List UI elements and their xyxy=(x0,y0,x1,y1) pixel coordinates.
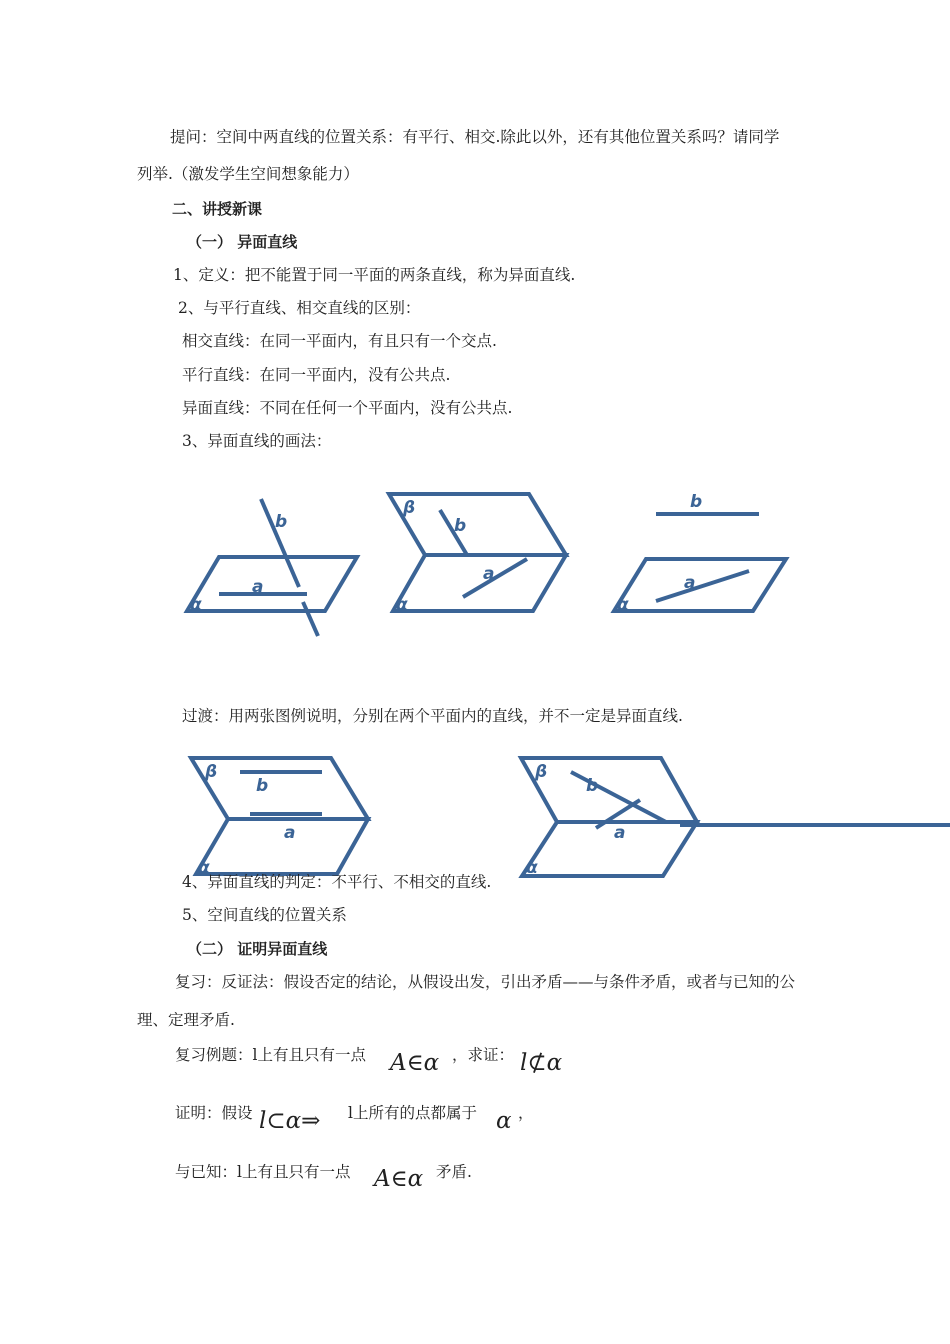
skew-lines-text: 异面直线：不同在任何一个平面内，没有公共点. xyxy=(182,399,513,417)
label-alpha: α xyxy=(526,858,538,878)
known-prefix: 与已知：l上有且只有一点 xyxy=(175,1163,351,1181)
subsection-heading-prove-skew: （二） 证明异面直线 xyxy=(187,940,328,958)
label-beta: β xyxy=(205,762,218,782)
label-a: a xyxy=(252,577,264,597)
definition-text: 1、定义：把不能置于同一平面的两条直线，称为异面直线. xyxy=(173,266,576,284)
example-mid: ，求证： xyxy=(452,1046,515,1064)
label-alpha: α xyxy=(617,595,629,615)
label-beta: β xyxy=(403,498,416,518)
transition-text: 过渡：用两张图例说明，分别在两个平面内的直线，并不一定是异面直线. xyxy=(182,707,683,725)
parallel-lines-text: 平行直线：在同一平面内，没有公共点. xyxy=(182,366,451,384)
label-alpha: α xyxy=(190,595,202,615)
proof-alpha: α xyxy=(496,1108,512,1134)
label-b: b xyxy=(586,776,599,796)
example-prefix: 复习例题：l上有且只有一点 xyxy=(175,1046,366,1064)
review-line2: 理、定理矛盾. xyxy=(137,1011,235,1029)
known-formula: A∈α xyxy=(374,1166,424,1192)
intersecting-lines-text: 相交直线：在同一平面内，有且只有一个交点. xyxy=(182,332,497,350)
label-beta: β xyxy=(535,762,548,782)
known-end: 矛盾. xyxy=(436,1163,472,1181)
plane-alpha xyxy=(522,822,697,876)
intro-question-line2: 列举.（激发学生空间想象能力） xyxy=(137,165,359,183)
label-b: b xyxy=(454,516,467,536)
relations-heading: 5、空间直线的位置关系 xyxy=(182,906,347,924)
section-heading-lecture: 二、讲授新课 xyxy=(172,200,263,218)
label-a: a xyxy=(483,564,495,584)
judgement-text: 4、异面直线的判定：不平行、不相交的直线. xyxy=(182,873,492,891)
label-b: b xyxy=(256,776,269,796)
review-line1: 复习：反证法：假设否定的结论，从假设出发，引出矛盾——与条件矛盾，或者与已知的公 xyxy=(175,973,796,991)
label-a: a xyxy=(284,823,296,843)
label-a: a xyxy=(684,573,696,593)
proof-prefix: 证明：假设 xyxy=(175,1104,253,1122)
drawing-method-heading: 3、异面直线的画法： xyxy=(182,432,332,450)
subsection-heading-skew-lines: （一） 异面直线 xyxy=(187,233,298,251)
label-b: b xyxy=(690,492,703,512)
proof-formula: l⊂α⇒ xyxy=(259,1108,321,1134)
label-a: a xyxy=(614,823,626,843)
label-alpha: α xyxy=(198,858,210,878)
difference-heading: 2、与平行直线、相交直线的区别： xyxy=(178,299,421,317)
example-goal: l⊄α xyxy=(520,1050,563,1076)
proof-mid: l上所有的点都属于 xyxy=(348,1104,477,1122)
label-b: b xyxy=(275,512,288,532)
example-formula: A∈α xyxy=(390,1050,440,1076)
intro-question-line1: 提问：空间中两直线的位置关系：有平行、相交.除此以外，还有其他位置关系吗？请同学 xyxy=(170,128,780,146)
proof-end: ， xyxy=(518,1104,534,1122)
label-alpha: α xyxy=(396,595,408,615)
